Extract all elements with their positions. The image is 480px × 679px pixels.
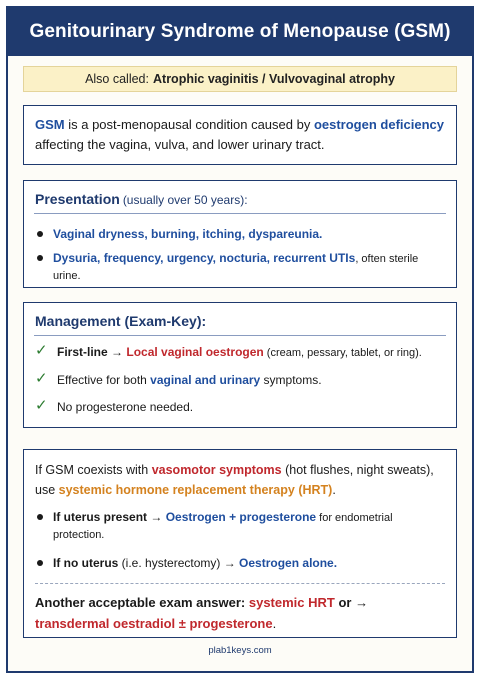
- list-item: [35, 344, 445, 361]
- alt-systemic-hrt: systemic HRT: [248, 595, 335, 610]
- management-item-2-post: symptoms.: [260, 373, 322, 387]
- management-item-3: No progesterone needed.: [57, 400, 194, 414]
- alias-label: Also called:: [85, 72, 149, 86]
- bullet-dot-icon: [37, 255, 43, 261]
- list-item: [35, 372, 445, 388]
- list-item: [35, 250, 445, 284]
- bullet-dot-icon: [37, 514, 43, 520]
- bullet-dot-icon: [37, 560, 43, 566]
- management-title: Management (Exam-Key):: [35, 313, 207, 329]
- intro-hrt: systemic hormone replacement therapy (HRT): [58, 483, 333, 497]
- definition-text: [35, 115, 445, 155]
- title-text: Genitourinary Syndrome of Menopause (GSM): [29, 21, 451, 42]
- intro-vasomotor: vasomotor symptoms: [151, 463, 282, 477]
- intro-mid: (hot flushes, night sweats),: [281, 463, 434, 477]
- intro-use: use: [35, 483, 59, 497]
- footer-credit: [0, 645, 480, 656]
- bullet-dot-icon: [37, 231, 43, 237]
- vasomotor-card: [23, 449, 457, 638]
- alt-or: or: [334, 595, 356, 610]
- arrow-right-icon: →: [355, 595, 369, 610]
- first-line-detail: (cream, pessary, tablet, or ring).: [263, 347, 422, 359]
- no-uterus-label: If no uterus: [53, 556, 119, 570]
- definition-term: GSM: [35, 117, 65, 132]
- intro-end: .: [332, 483, 336, 497]
- uterus-present-rest: for endometrial protection.: [53, 512, 393, 541]
- intro-pre: If GSM coexists with: [35, 463, 152, 477]
- presentation-card: [23, 180, 457, 288]
- presentation-heading: [24, 181, 456, 213]
- definition-card: [23, 105, 457, 165]
- definition-text-1: is a post-menopausal condition caused by: [64, 117, 314, 132]
- footer-text: plab1keys.com: [208, 645, 272, 656]
- no-uterus-treatment: Oestrogen alone.: [239, 556, 338, 570]
- arrow-right-icon: →: [223, 556, 236, 570]
- management-item-2-bold: vaginal and urinary: [150, 373, 261, 387]
- uterus-present-label: If uterus present: [53, 510, 148, 524]
- management-item-2-pre: Effective for both: [57, 373, 151, 387]
- presentation-subtitle: (usually over 50 years):: [122, 193, 248, 207]
- first-line-label: First-line: [57, 345, 108, 359]
- alt-transdermal: transdermal oestradiol ± progesterone: [35, 616, 273, 631]
- alias-value: Atrophic vaginitis / Vulvovaginal atrophy: [153, 72, 395, 86]
- alias-banner: [23, 66, 457, 92]
- management-card: [23, 302, 457, 428]
- arrow-right-icon: →: [111, 345, 124, 359]
- definition-cause: oestrogen deficiency: [313, 117, 444, 132]
- presentation-item-1: Vaginal dryness, burning, itching, dyspareunia.: [53, 227, 323, 241]
- alt-end: .: [272, 616, 277, 631]
- check-icon: ✓: [35, 397, 48, 414]
- check-icon: ✓: [35, 370, 48, 387]
- presentation-title: Presentation: [35, 191, 120, 207]
- hrt-options-list: [35, 509, 445, 571]
- alt-label: Another acceptable exam answer:: [35, 595, 249, 610]
- first-line-treatment: Local vaginal oestrogen: [126, 345, 264, 359]
- page-title: [8, 8, 472, 56]
- list-item: [35, 399, 445, 415]
- check-icon: ✓: [35, 342, 48, 359]
- vasomotor-intro: [35, 460, 445, 500]
- alternative-answer: [35, 592, 445, 634]
- list-item: [35, 509, 445, 543]
- list-item: [35, 555, 445, 571]
- arrow-right-icon: →: [150, 510, 163, 524]
- uterus-present-treatment: Oestrogen + progesterone: [165, 510, 317, 524]
- no-uterus-mid: (i.e. hysterectomy): [118, 556, 224, 570]
- definition-text-2: affecting the vagina, vulva, and lower urinary tract.: [35, 137, 325, 152]
- management-heading: [24, 303, 456, 335]
- management-list: [24, 336, 456, 415]
- list-item: [35, 226, 445, 242]
- presentation-list: [24, 214, 456, 284]
- dashed-divider: [35, 583, 445, 584]
- presentation-item-2-bold: Dysuria, frequency, urgency, nocturia, recurrent UTIs: [53, 251, 356, 265]
- presentation-item-2-rest: , often sterile urine.: [53, 253, 419, 282]
